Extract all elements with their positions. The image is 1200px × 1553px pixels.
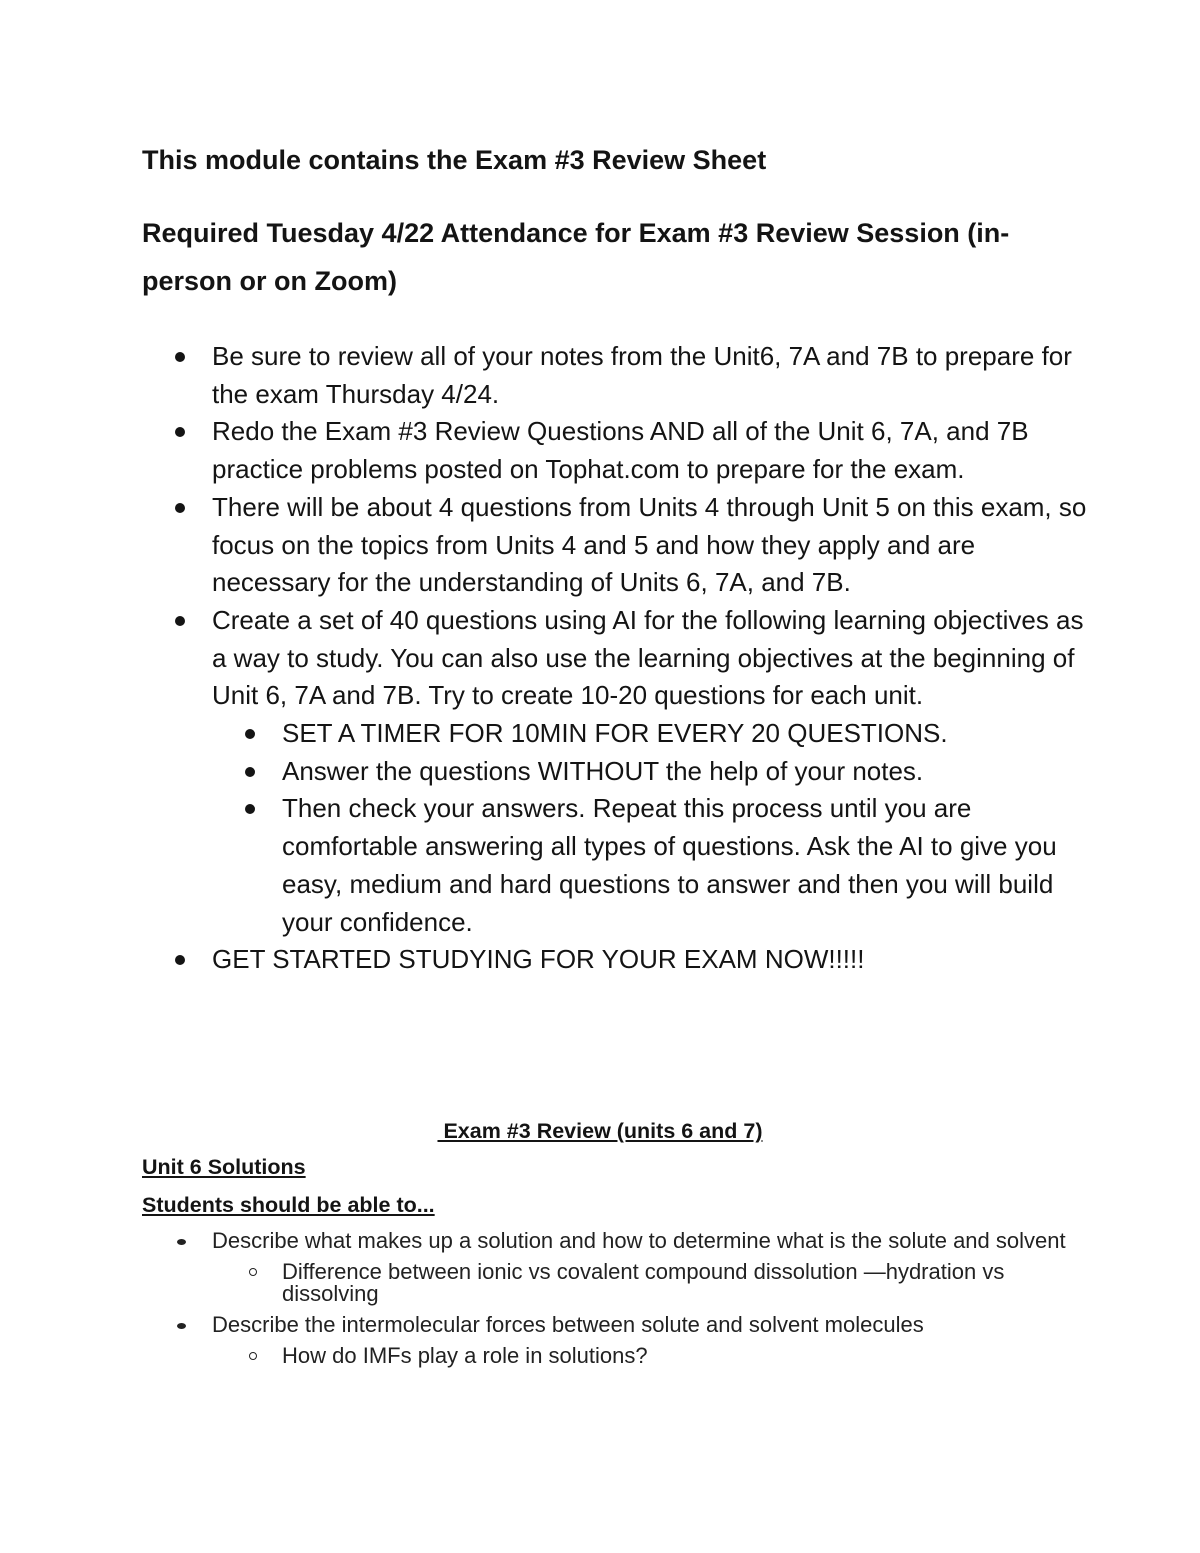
list-item	[212, 602, 1092, 941]
bullet-icon	[177, 1239, 186, 1245]
list-item	[282, 715, 1092, 753]
bullet-icon	[175, 955, 185, 965]
bullet-icon	[245, 729, 255, 739]
bullet-icon	[175, 352, 185, 362]
sub-objectives-list	[282, 1345, 1082, 1367]
list-item-text: Answer the questions WITHOUT the help of your notes.	[282, 755, 924, 786]
list-item-text: Difference between ionic vs covalent compound dissolution —hydration vs dissolving	[282, 1259, 1005, 1306]
review-title: Exam #3 Review (units 6 and 7)	[437, 1119, 763, 1143]
list-item	[212, 413, 1092, 488]
list-item	[212, 1230, 1082, 1305]
hollow-bullet-icon	[249, 1268, 257, 1276]
list-item-text: How do IMFs play a role in solutions?	[282, 1343, 648, 1368]
list-item	[212, 489, 1092, 602]
unit-title: Unit 6 Solutions	[142, 1155, 306, 1179]
objectives-label: Students should be able to...	[142, 1193, 435, 1217]
list-item	[282, 753, 1092, 791]
list-item-text: Be sure to review all of your notes from the Unit6, 7A and 7B to prepare for the exam Thursday 4/24.	[212, 341, 1072, 409]
sub-objectives-list	[282, 1261, 1082, 1305]
list-item	[282, 1261, 1082, 1305]
bullet-icon	[177, 1323, 186, 1329]
list-item-text: Describe the intermolecular forces between solute and solvent molecules	[212, 1312, 924, 1337]
list-item-text: Describe what makes up a solution and how to determine what is the solute and solvent	[212, 1228, 1066, 1253]
page-title: This module contains the Exam #3 Review Sheet	[142, 145, 767, 175]
study-steps-list	[282, 715, 1092, 941]
list-item	[212, 338, 1092, 413]
list-item-text: GET STARTED STUDYING FOR YOUR EXAM NOW!!!!!	[212, 944, 865, 975]
bullet-icon	[245, 767, 255, 777]
list-item-text: Redo the Exam #3 Review Questions AND all of the Unit 6, 7A, and 7B practice problems posted on Tophat.com to prepare for the exam.	[212, 416, 1029, 485]
instructions-list	[212, 338, 1092, 979]
list-item-text: Create a set of 40 questions using AI for the following learning objectives as a way to study. You can also use the learning objectives at the beginning of Unit 6, 7A and 7B. Try to create 10-20 questions for each unit.	[212, 604, 1084, 711]
bullet-icon	[175, 427, 185, 437]
list-item	[212, 1314, 1082, 1367]
list-item	[282, 790, 1092, 941]
list-item-text: SET A TIMER FOR 10MIN FOR EVERY 20 QUESTIONS.	[282, 718, 948, 749]
list-item	[282, 1345, 1082, 1367]
bullet-icon	[245, 804, 255, 814]
list-item-text: Then check your answers. Repeat this process until you are comfortable answering all types of questions. Ask the AI to give you easy, medium and hard questions to answer and then you will build your confidence.	[282, 793, 1057, 937]
hollow-bullet-icon	[249, 1352, 257, 1360]
page-subtitle: Required Tuesday 4/22 Attendance for Exam #3 Review Session (in-person or on Zoom)	[142, 218, 1010, 296]
list-item-text: There will be about 4 questions from Units 4 through Unit 5 on this exam, so focus on the topics from Units 4 and 5 and how they apply and are necessary for the understanding of Units 6, 7A, and 7B.	[212, 491, 1087, 598]
objectives-list	[212, 1230, 1082, 1367]
bullet-icon	[175, 616, 185, 626]
list-item	[212, 941, 1092, 979]
bullet-icon	[175, 503, 185, 513]
